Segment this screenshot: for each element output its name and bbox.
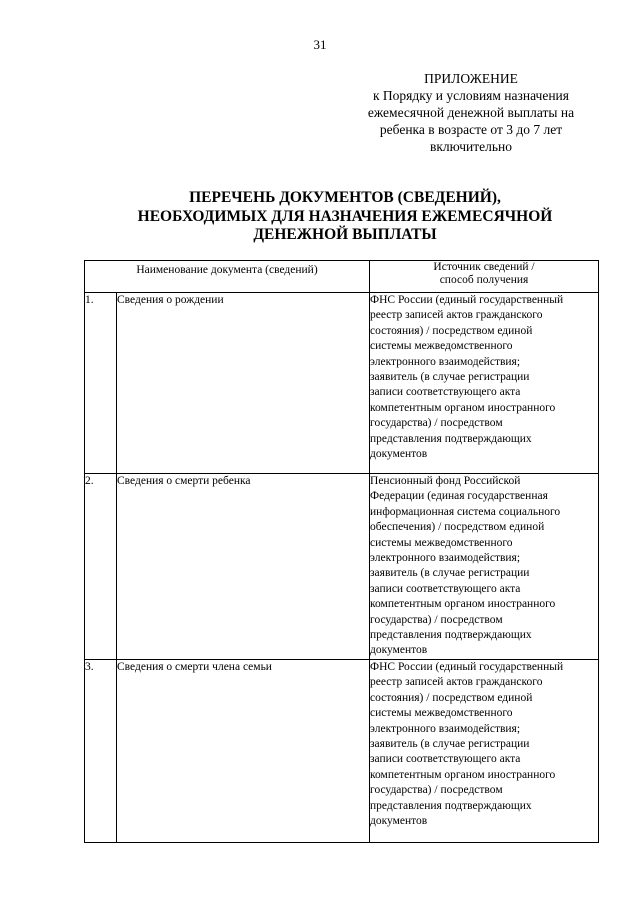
source-line: информационная система социального (370, 505, 561, 518)
source-line: документов (370, 448, 428, 461)
source-line: компетентным органом иностранного (370, 768, 556, 781)
source-line: заявитель (в случае регистрации (370, 738, 530, 751)
source-line: записи соответствующего акта (370, 582, 521, 595)
source-line: компетентным органом иностранного (370, 401, 556, 414)
appendix-line: включительно (429, 139, 512, 154)
source-line: системы межведомственного (370, 340, 513, 353)
row-number: 3. (85, 660, 117, 843)
documents-table (84, 260, 599, 843)
source-line: Пенсионный фонд Российской (370, 475, 521, 487)
document-title (60, 189, 630, 245)
row-number: 2. (85, 474, 117, 660)
source-line: записи соответствующего акта (370, 386, 521, 399)
source-line: обеспечения) / посредством единой (370, 521, 545, 534)
table-header-row (85, 261, 599, 293)
source-line: реестр записей актов гражданского (370, 676, 543, 689)
appendix-header (355, 70, 587, 155)
source-line: представления подтверждающих (370, 629, 532, 642)
appendix-line: к Порядку и условиям назначения (373, 88, 569, 103)
header-document-name: Наименование документа (сведений) (85, 261, 370, 293)
source-line: документов (370, 815, 428, 828)
source-line: реестр записей актов гражданского (370, 309, 543, 322)
title-line: ДЕНЕЖНОЙ ВЫПЛАТЫ (253, 226, 437, 243)
source-line: состояния) / посредством единой (370, 691, 533, 704)
source-line: представления подтверждающих (370, 799, 532, 812)
table-row (85, 660, 599, 843)
title-line: ПЕРЕЧЕНЬ ДОКУМЕНТОВ (СВЕДЕНИЙ), (189, 189, 501, 206)
header-source (370, 261, 599, 293)
source-line: ФНС России (единый государственный (370, 661, 564, 673)
appendix-line: ПРИЛОЖЕНИЕ (424, 71, 518, 86)
row-document-name: Сведения о рождении (117, 293, 370, 474)
row-number: 1. (85, 293, 117, 474)
page-number: 31 (313, 37, 327, 52)
source-line: электронного взаимодействия; (370, 722, 521, 735)
source-line: компетентным органом иностранного (370, 598, 556, 611)
source-line: государства) / посредством (370, 784, 503, 797)
source-line: записи соответствующего акта (370, 753, 521, 766)
source-line: документов (370, 644, 428, 657)
source-line: государства) / посредством (370, 417, 503, 430)
table-row (85, 293, 599, 474)
source-line: ФНС России (единый государственный (370, 294, 564, 306)
appendix-line: ежемесячной денежной выплаты на (367, 105, 575, 120)
source-line: электронного взаимодействия; (370, 355, 521, 368)
row-source (370, 660, 599, 843)
source-line: системы межведомственного (370, 707, 513, 720)
row-source (370, 293, 599, 474)
row-document-name: Сведения о смерти ребенка (117, 474, 370, 660)
source-line: заявитель (в случае регистрации (370, 371, 530, 384)
source-line: представления подтверждающих (370, 432, 532, 445)
row-source (370, 474, 599, 660)
header-source-line: способ получения (439, 274, 529, 286)
source-line: государства) / посредством (370, 613, 503, 626)
source-line: системы межведомственного (370, 536, 513, 549)
table-row (85, 474, 599, 660)
row-document-name: Сведения о смерти члена семьи (117, 660, 370, 843)
appendix-line: ребенка в возрасте от 3 до 7 лет (379, 122, 563, 137)
source-line: Федерации (единая государственная (370, 490, 548, 503)
source-line: заявитель (в случае регистрации (370, 567, 530, 580)
title-line: НЕОБХОДИМЫХ ДЛЯ НАЗНАЧЕНИЯ ЕЖЕМЕСЯЧНОЙ (137, 207, 553, 225)
source-line: состояния) / посредством единой (370, 324, 533, 337)
header-source-line: Источник сведений / (433, 261, 535, 273)
source-line: электронного взаимодействия; (370, 552, 521, 565)
